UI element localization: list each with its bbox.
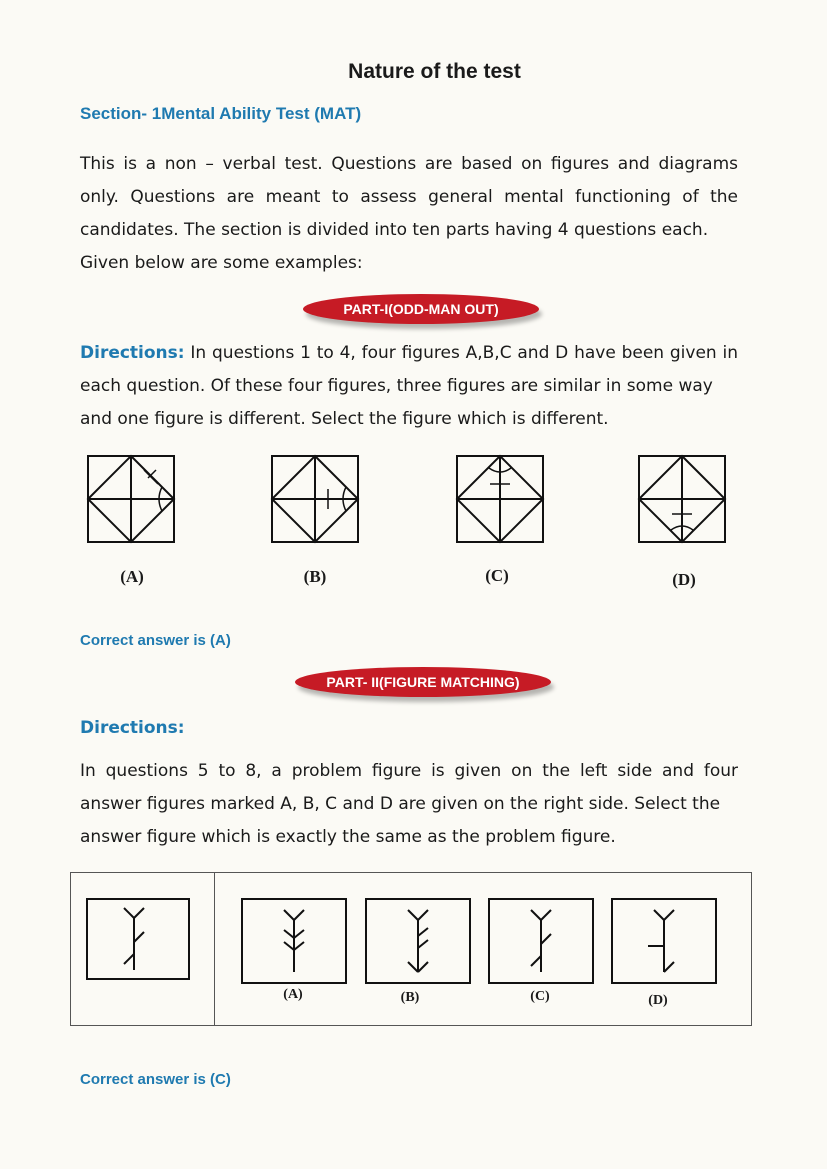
intro-last-line: Given below are some examples: xyxy=(80,253,363,273)
match-figure-c xyxy=(488,898,594,984)
intro-text: This is a non – verbal test. Questions are based on figures and diagrams only. Questions are meant to assess general mental functioning of the candidates. The section is divided into ten parts having 4 questions each. xyxy=(80,154,738,240)
match-figure-d xyxy=(611,898,717,984)
part1-directions-last: and one figure is different. Select the figure which is different. xyxy=(80,409,609,429)
part2-directions-label: Directions: xyxy=(80,718,185,738)
part2-directions-last: answer figure which is exactly the same as the problem figure. xyxy=(80,827,616,847)
part1-directions-label: Directions: xyxy=(80,343,185,363)
match-label-a: (A) xyxy=(283,987,303,1002)
section-heading: Section- 1Mental Ability Test (MAT) xyxy=(80,104,362,123)
part2-directions xyxy=(80,755,738,854)
odd-label-c: (C) xyxy=(485,566,509,585)
part1-banner: PART-I(ODD-MAN OUT) xyxy=(303,294,539,324)
odd-figure-d xyxy=(637,454,729,544)
match-label-c: (C) xyxy=(530,989,550,1004)
match-label-b: (B) xyxy=(400,990,420,1005)
odd-figure-a xyxy=(86,454,178,544)
odd-figure-c xyxy=(455,454,547,544)
page-title: Nature of the test xyxy=(348,60,521,83)
part2-banner: PART- II(FIGURE MATCHING) xyxy=(295,667,551,697)
problem-figure xyxy=(86,898,190,980)
odd-label-a: (A) xyxy=(120,567,144,586)
odd-figure-b xyxy=(270,454,362,544)
intro-paragraph xyxy=(80,148,738,280)
part1-answer: Correct answer is (A) xyxy=(80,632,231,649)
part2-directions-text: In questions 5 to 8, a problem figure is given on the left side and four answer figures marked A, B, C and D are given on the right side. Select the xyxy=(80,761,738,814)
odd-label-b: (B) xyxy=(303,567,327,586)
part1-directions xyxy=(80,337,738,436)
figure-matching-divider xyxy=(214,872,215,1026)
odd-label-d: (D) xyxy=(672,570,696,589)
match-figure-a xyxy=(241,898,347,984)
match-label-d: (D) xyxy=(648,993,668,1008)
part1-directions-text: In questions 1 to 4, four figures A,B,C and D have been given in each question. Of these four figures, three figures are similar in some way xyxy=(80,343,738,396)
part2-directions-heading xyxy=(80,712,738,745)
match-figure-b xyxy=(365,898,471,984)
part2-answer: Correct answer is (C) xyxy=(80,1071,231,1088)
